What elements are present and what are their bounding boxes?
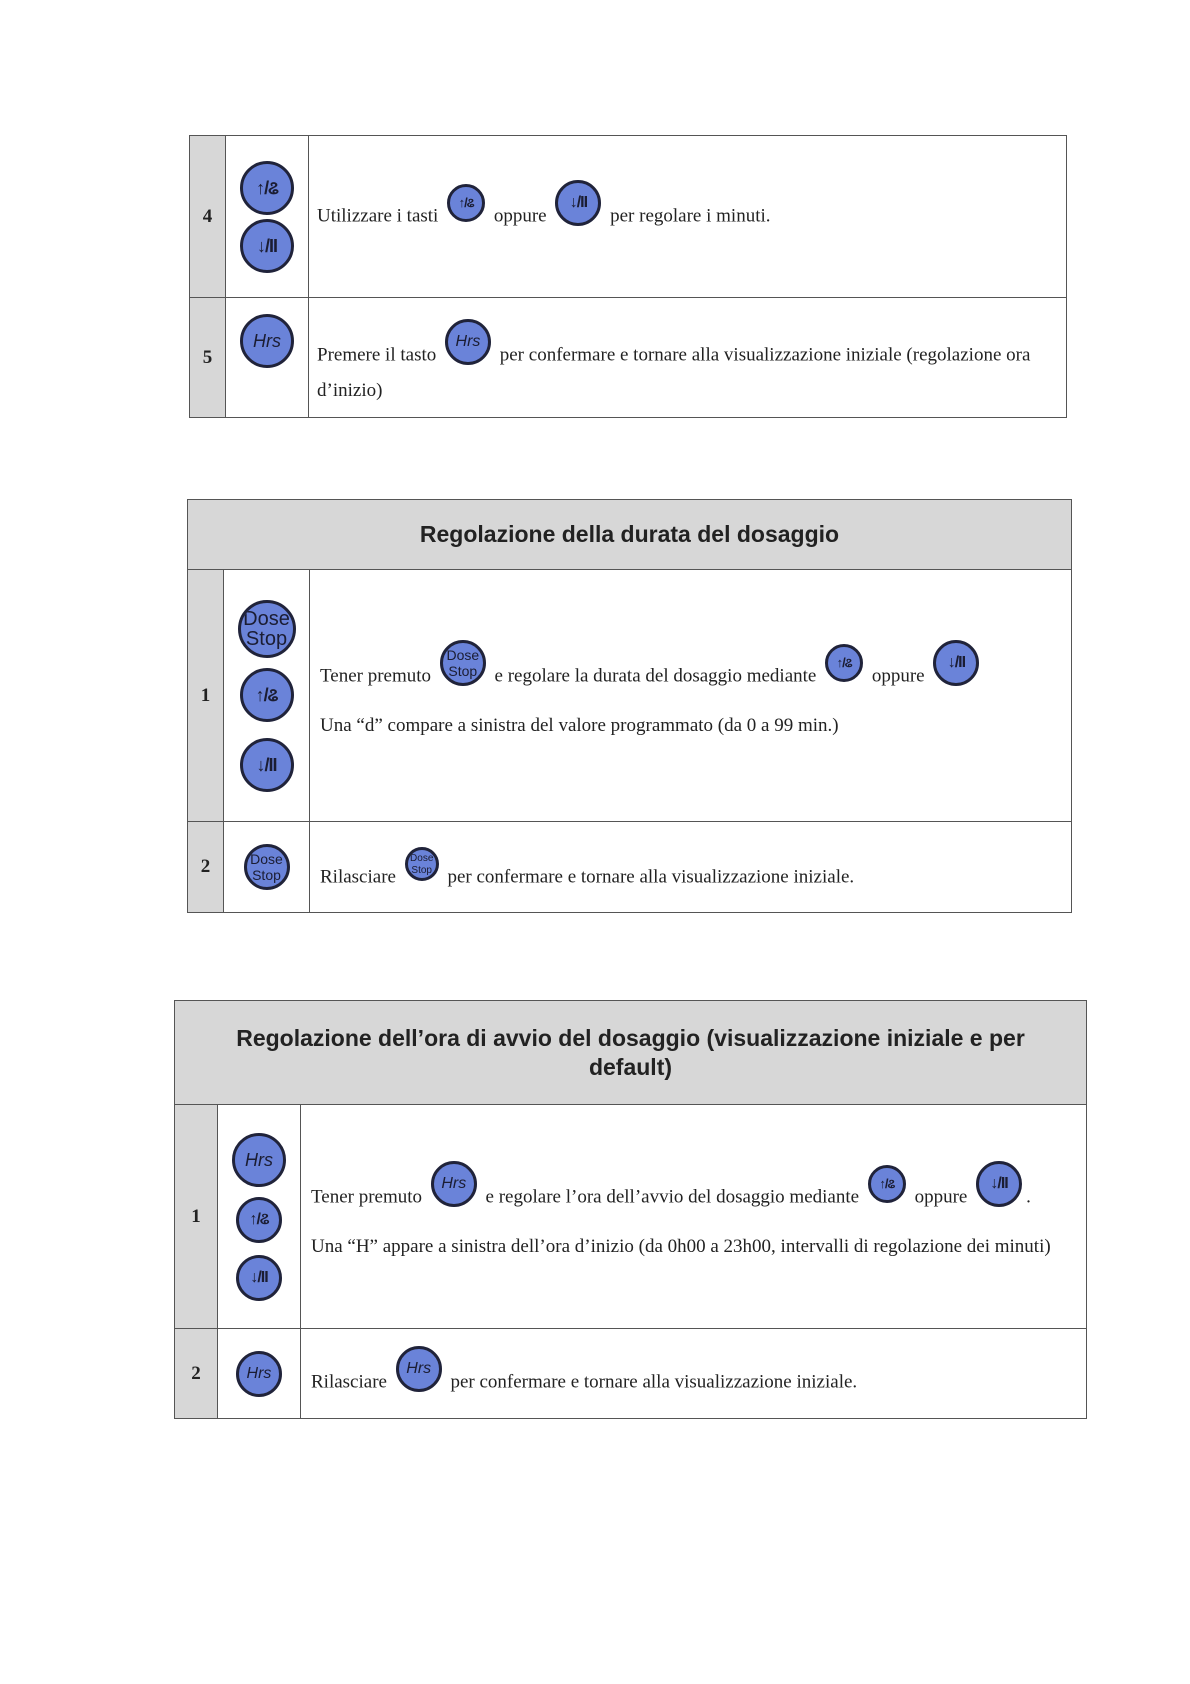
table-row bbox=[188, 570, 1072, 822]
step-number: 2 bbox=[188, 822, 224, 913]
down-pause-button-icon bbox=[240, 219, 294, 273]
step-description bbox=[301, 1105, 1087, 1329]
step-text: Rilasciare bbox=[311, 1370, 387, 1392]
table-row bbox=[190, 298, 1067, 418]
step-text: Tener premuto bbox=[311, 1185, 423, 1207]
steps-table-continued bbox=[189, 135, 1067, 418]
step-icons-cell bbox=[218, 1105, 301, 1329]
table-title: Regolazione della durata del dosaggio bbox=[188, 500, 1072, 570]
step-number: 5 bbox=[190, 298, 226, 418]
step-description bbox=[310, 570, 1072, 822]
step-text: per confermare e tornare alla visualizzazione iniziale (regolazione ora d’inizio) bbox=[317, 343, 1031, 401]
table-row bbox=[175, 1105, 1087, 1329]
up-degree-button-icon bbox=[240, 668, 294, 722]
hrs-button-icon bbox=[240, 314, 294, 368]
step-text: per confermare e tornare alla visualizzazione iniziale. bbox=[447, 866, 855, 888]
table-row bbox=[190, 136, 1067, 298]
step-number: 4 bbox=[190, 136, 226, 298]
dose-start-time-table bbox=[174, 1000, 1087, 1419]
up-degree-button-icon bbox=[236, 1197, 282, 1243]
dose-stop-button-icon bbox=[238, 600, 296, 658]
table-header-row bbox=[188, 500, 1072, 570]
up-degree-button-icon bbox=[240, 161, 294, 215]
table-row bbox=[188, 822, 1072, 913]
step-icons-cell bbox=[218, 1329, 301, 1419]
dose-stop-button-icon bbox=[440, 640, 486, 686]
step-line bbox=[311, 1175, 1078, 1221]
step-text: per regolare i minuti. bbox=[610, 204, 771, 226]
step-description bbox=[310, 822, 1072, 913]
down-pause-button-icon bbox=[976, 1161, 1022, 1207]
dose-duration-table bbox=[187, 499, 1072, 913]
step-text: Premere il tasto bbox=[317, 343, 437, 365]
step-text: oppure bbox=[871, 664, 925, 686]
step-description bbox=[309, 298, 1067, 418]
up-degree-button-icon bbox=[868, 1165, 906, 1203]
step-icons-cell bbox=[224, 822, 310, 913]
hrs-button-icon bbox=[236, 1351, 282, 1397]
step-description bbox=[301, 1329, 1087, 1419]
step-text: e regolare la durata del dosaggio mediante bbox=[494, 664, 817, 686]
table-title: Regolazione dell’ora di avvio del dosaggio (visualizzazione iniziale e per default) bbox=[175, 1001, 1087, 1105]
step-text: e regolare l’ora dell’avvio del dosaggio mediante bbox=[485, 1185, 860, 1207]
table-row bbox=[175, 1329, 1087, 1419]
step-text: oppure bbox=[914, 1185, 968, 1207]
down-pause-button-icon bbox=[236, 1255, 282, 1301]
step-text: per confermare e tornare alla visualizzazione iniziale. bbox=[450, 1370, 858, 1392]
hrs-button-icon bbox=[232, 1133, 286, 1187]
step-icons-cell bbox=[226, 298, 309, 418]
up-degree-button-icon bbox=[447, 184, 485, 222]
step-icons-cell bbox=[224, 570, 310, 822]
step-text: Rilasciare bbox=[320, 866, 396, 888]
step-note: Una “d” compare a sinistra del valore programmato (da 0 a 99 min.) bbox=[320, 714, 839, 736]
table-header-row bbox=[175, 1001, 1087, 1105]
step-text: Utilizzare i tasti bbox=[317, 204, 439, 226]
step-text: Tener premuto bbox=[320, 664, 432, 686]
down-pause-button-icon bbox=[240, 738, 294, 792]
dose-stop-button-icon bbox=[244, 844, 290, 890]
up-degree-button-icon bbox=[825, 644, 863, 682]
hrs-button-icon bbox=[431, 1161, 477, 1207]
step-line bbox=[320, 654, 1063, 700]
step-number: 1 bbox=[175, 1105, 218, 1329]
hrs-button-icon bbox=[396, 1346, 442, 1392]
step-icons-cell bbox=[226, 136, 309, 298]
step-number: 1 bbox=[188, 570, 224, 822]
down-pause-button-icon bbox=[933, 640, 979, 686]
step-number: 2 bbox=[175, 1329, 218, 1419]
step-description bbox=[309, 136, 1067, 298]
step-text: oppure bbox=[493, 204, 547, 226]
down-pause-button-icon bbox=[555, 180, 601, 226]
hrs-button-icon bbox=[445, 319, 491, 365]
dose-stop-button-icon bbox=[405, 847, 439, 881]
step-note: Una “H” appare a sinistra dell’ora d’inizio (da 0h00 a 23h00, intervalli di regolazione dei minuti) bbox=[311, 1235, 1051, 1257]
step-text: . bbox=[1026, 1185, 1031, 1207]
